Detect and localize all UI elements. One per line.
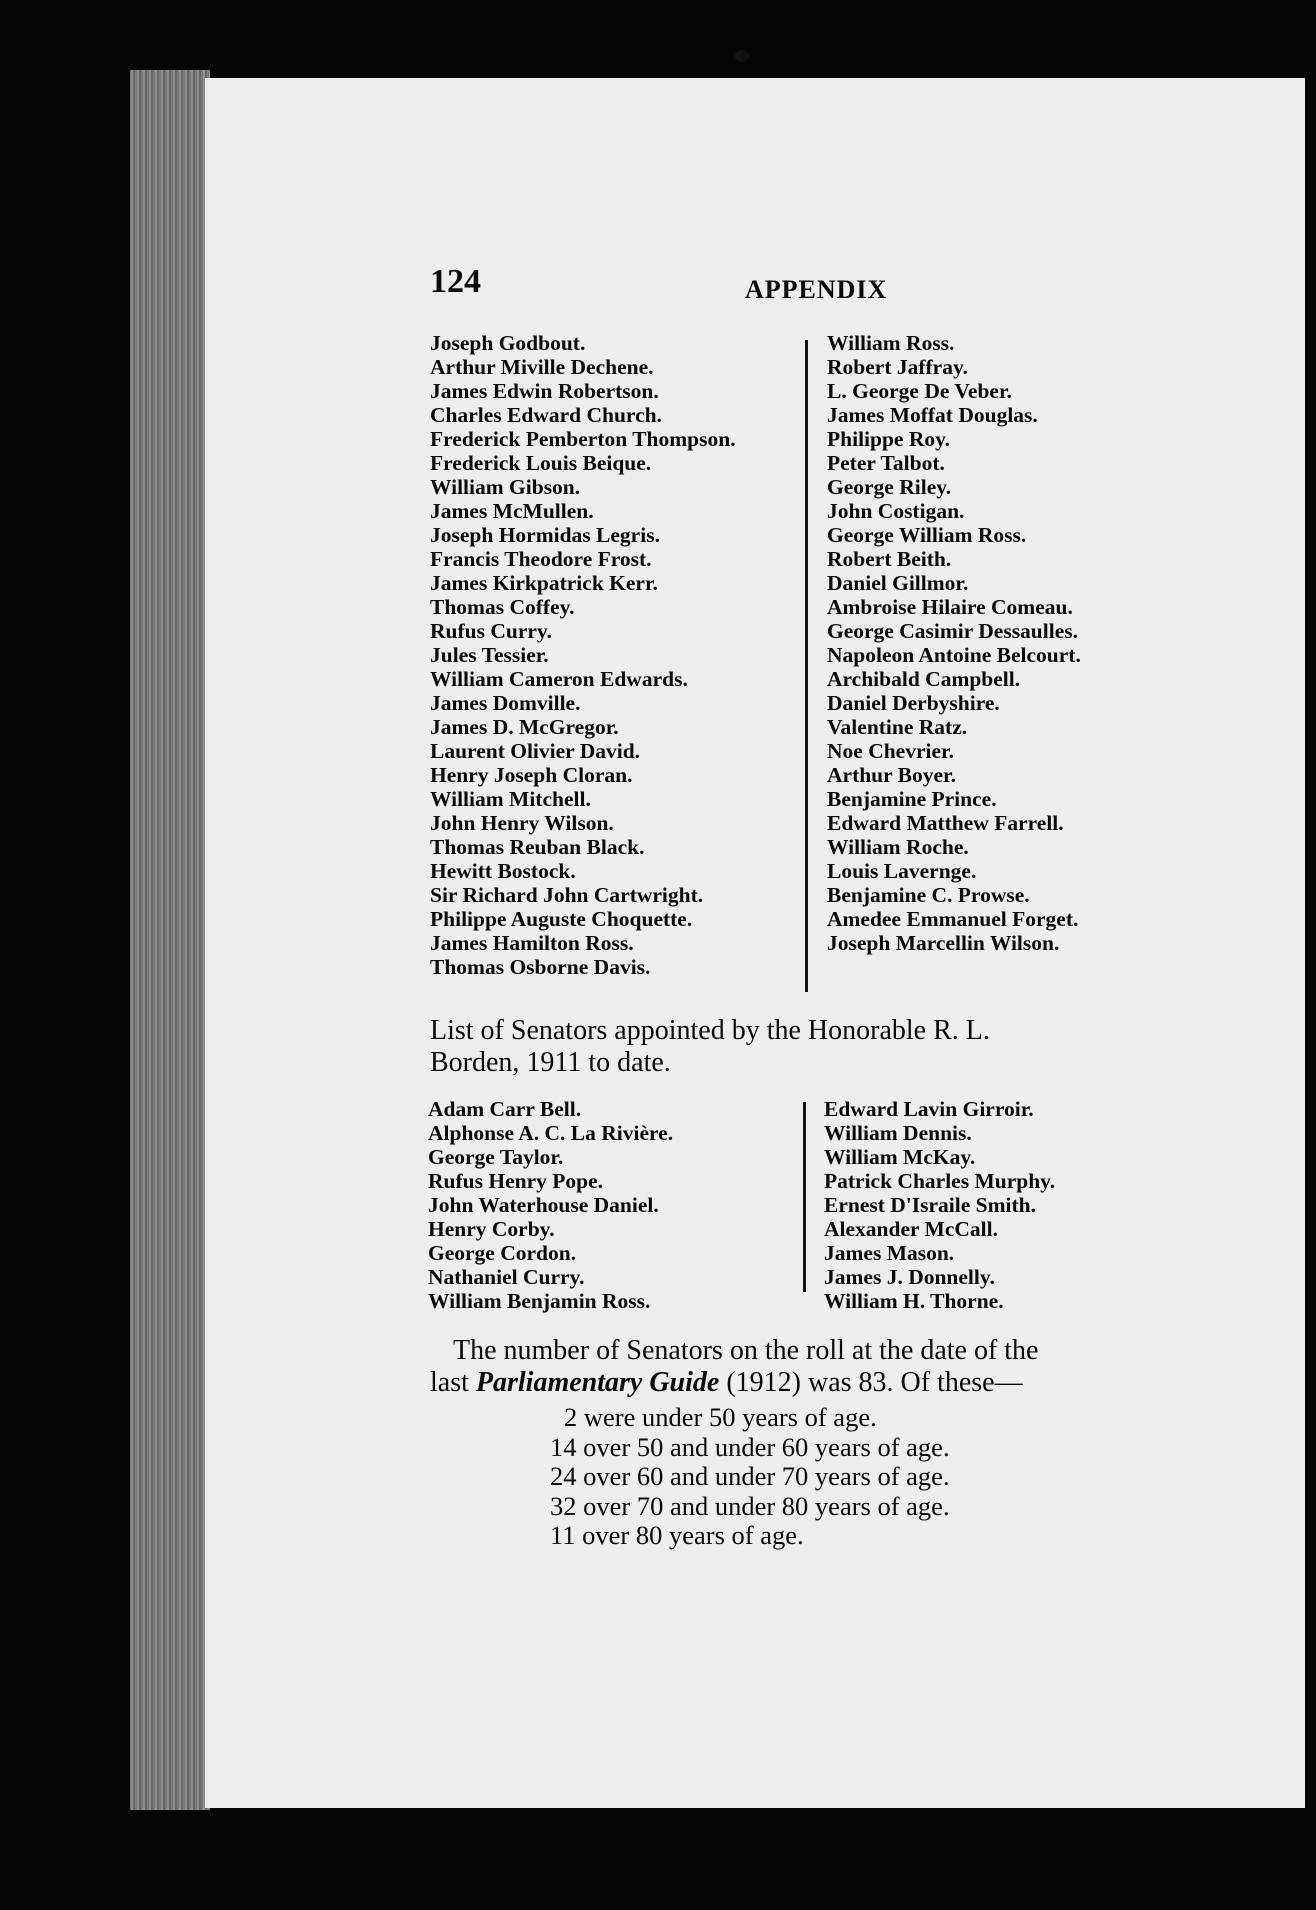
senator-name: James Mason. — [824, 1241, 955, 1265]
senator-name: Francis Theodore Frost. — [430, 547, 652, 571]
age-line: 2 were under 50 years of age. — [564, 1402, 877, 1432]
senator-name: Henry Corby. — [428, 1217, 555, 1241]
summary-line2-pre: last — [430, 1367, 476, 1398]
borden-senators-right — [824, 1097, 1055, 1313]
summary-line2-post: (1912) was 83. Of these— — [719, 1367, 1023, 1398]
borden-heading-line2: Borden, 1911 to date. — [430, 1047, 671, 1078]
senator-name: William Ross. — [827, 331, 955, 355]
senator-name: Arthur Boyer. — [827, 763, 956, 787]
senator-name: Rufus Henry Pope. — [428, 1169, 603, 1193]
senator-name: Hewitt Bostock. — [430, 859, 576, 883]
senator-name: Laurent Olivier David. — [430, 739, 641, 763]
senator-name: Jules Tessier. — [430, 643, 549, 667]
senator-name: James Kirkpatrick Kerr. — [430, 571, 658, 595]
senator-name: Adam Carr Bell. — [428, 1097, 582, 1121]
page-header — [430, 263, 1110, 313]
senator-name: L. George De Veber. — [827, 379, 1012, 403]
senator-name: Louis Lavernge. — [827, 859, 977, 883]
senator-name: Thomas Osborne Davis. — [430, 955, 651, 979]
senator-name: William McKay. — [824, 1145, 976, 1169]
senator-name: John Henry Wilson. — [430, 811, 614, 835]
senator-name: George William Ross. — [827, 523, 1027, 547]
senator-name: James D. McGregor. — [430, 715, 619, 739]
senator-name: Frederick Louis Beique. — [430, 451, 652, 475]
column-rule — [805, 340, 808, 992]
senator-name: Alphonse A. C. La Rivière. — [428, 1121, 674, 1145]
senator-name: William Mitchell. — [430, 787, 591, 811]
senators-summary — [430, 1335, 1038, 1399]
senator-name: John Waterhouse Daniel. — [428, 1193, 659, 1217]
scan-speck — [735, 50, 749, 62]
senator-name: Charles Edward Church. — [430, 403, 662, 427]
senator-name: William Gibson. — [430, 475, 581, 499]
senator-name: Patrick Charles Murphy. — [824, 1169, 1056, 1193]
senators-list-left — [430, 331, 736, 979]
senator-name: Rufus Curry. — [430, 619, 552, 643]
age-line: 14 over 50 and under 60 years of age. — [550, 1431, 950, 1462]
senator-name: James Hamilton Ross. — [430, 931, 634, 955]
senator-name: James McMullen. — [430, 499, 594, 523]
senator-name: Benjamine Prince. — [827, 787, 997, 811]
book-page — [205, 78, 1305, 1808]
senator-name: Ambroise Hilaire Comeau. — [827, 595, 1073, 619]
senator-name: Alexander McCall. — [824, 1217, 998, 1241]
senator-name: Thomas Coffey. — [430, 595, 575, 619]
senator-name: William Dennis. — [824, 1121, 972, 1145]
senators-list-right — [827, 331, 1081, 955]
senator-name: Noe Chevrier. — [827, 739, 954, 763]
senator-name: Arthur Miville Dechene. — [430, 355, 654, 379]
borden-heading — [430, 1015, 990, 1079]
page-number: 124 — [430, 263, 481, 300]
senator-name: Benjamine C. Prowse. — [827, 883, 1030, 907]
senator-name: Joseph Marcellin Wilson. — [827, 931, 1060, 955]
running-head: APPENDIX — [745, 275, 888, 304]
senator-name: Henry Joseph Cloran. — [430, 763, 633, 787]
summary-line1: The number of Senators on the roll at the date of the — [453, 1335, 1039, 1366]
senator-name: George Casimir Dessaulles. — [827, 619, 1078, 643]
age-breakdown — [550, 1403, 950, 1551]
senator-name: George Taylor. — [428, 1145, 564, 1169]
borden-heading-line1: List of Senators appointed by the Honorable R. L. — [430, 1015, 990, 1046]
senator-name: Philippe Auguste Choquette. — [430, 907, 693, 931]
senator-name: Edward Matthew Farrell. — [827, 811, 1064, 835]
senator-name: Robert Beith. — [827, 547, 952, 571]
senator-name: George Cordon. — [428, 1241, 577, 1265]
senator-name: William Roche. — [827, 835, 969, 859]
senator-name: Amedee Emmanuel Forget. — [827, 907, 1079, 931]
senator-name: Valentine Ratz. — [827, 715, 968, 739]
senator-name: Frederick Pemberton Thompson. — [430, 427, 736, 451]
parliamentary-guide-title: Parliamentary Guide — [475, 1367, 720, 1398]
senator-name: Sir Richard John Cartwright. — [430, 883, 704, 907]
senator-name: Edward Lavin Girroir. — [824, 1097, 1034, 1121]
age-line: 24 over 60 and under 70 years of age. — [550, 1461, 950, 1491]
senator-name: Daniel Gillmor. — [827, 571, 969, 595]
senator-name: Joseph Godbout. — [430, 331, 586, 355]
age-line: 32 over 70 and under 80 years of age. — [550, 1490, 950, 1521]
senator-name: William H. Thorne. — [824, 1289, 1004, 1313]
senator-name: Nathaniel Curry. — [428, 1265, 585, 1289]
column-rule — [803, 1102, 806, 1292]
senator-name: Joseph Hormidas Legris. — [430, 523, 660, 547]
senator-name: James Moffat Douglas. — [827, 403, 1038, 427]
senator-name: William Cameron Edwards. — [430, 667, 688, 691]
book-page-edges — [130, 70, 210, 1810]
senator-name: William Benjamin Ross. — [428, 1289, 651, 1313]
senator-name: George Riley. — [827, 475, 952, 499]
senator-name: James J. Donnelly. — [824, 1265, 995, 1289]
senator-name: Archibald Campbell. — [827, 667, 1021, 691]
senator-name: Ernest D'Israile Smith. — [824, 1193, 1037, 1217]
senator-name: Thomas Reuban Black. — [430, 835, 645, 859]
senator-name: Philippe Roy. — [827, 427, 951, 451]
senator-name: John Costigan. — [827, 499, 965, 523]
age-line: 11 over 80 years of age. — [550, 1520, 804, 1550]
senator-name: Robert Jaffray. — [827, 355, 968, 379]
senator-name: James Domville. — [430, 691, 581, 715]
senator-name: Daniel Derbyshire. — [827, 691, 1000, 715]
borden-senators-left — [428, 1097, 673, 1313]
summary-line2 — [430, 1367, 1038, 1399]
senator-name: James Edwin Robertson. — [430, 379, 659, 403]
senator-name: Peter Talbot. — [827, 451, 945, 475]
senator-name: Napoleon Antoine Belcourt. — [827, 643, 1081, 667]
